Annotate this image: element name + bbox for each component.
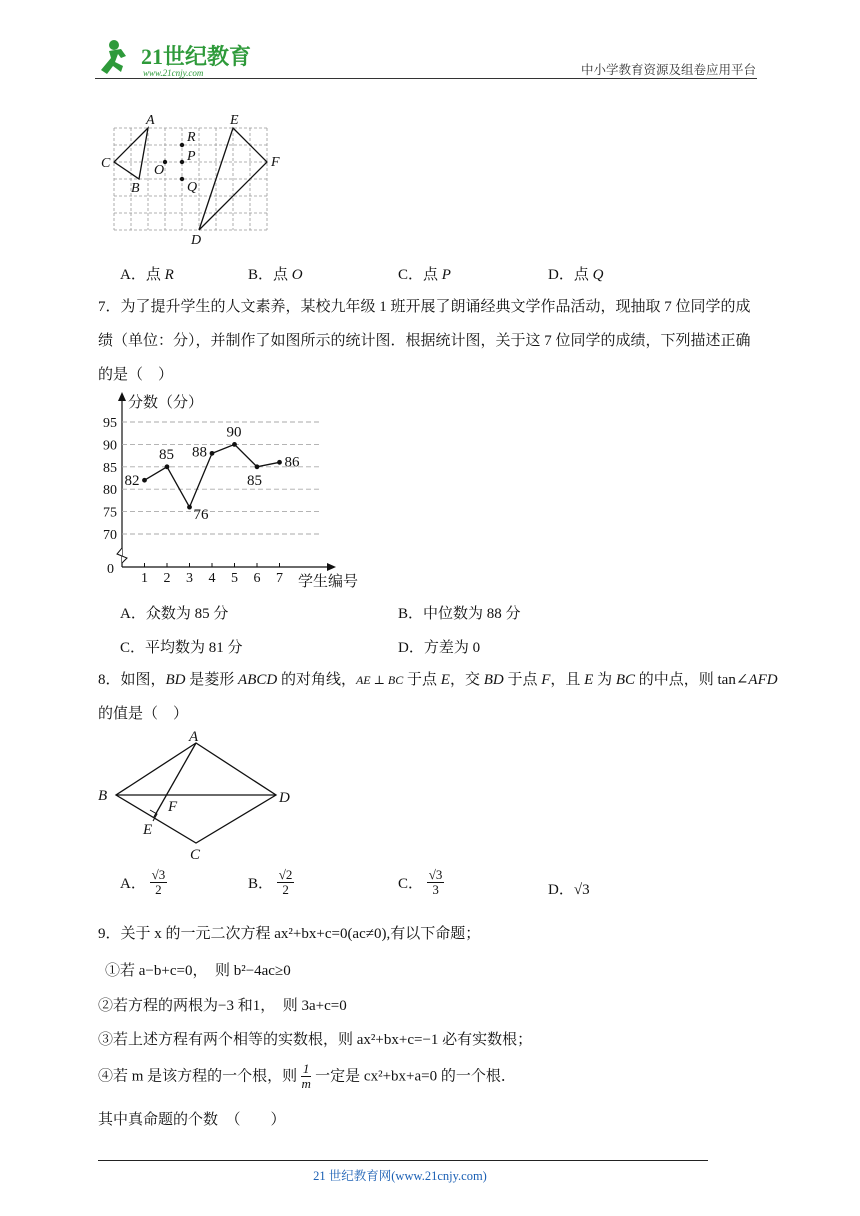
x-tick-label: 6 — [253, 571, 261, 586]
data-label: 90 — [226, 424, 242, 441]
q7-option-b[interactable]: B．中位数为 88 分 — [398, 606, 521, 622]
footer-text: 21 世纪教育网(www.21cnjy.com) — [313, 1169, 487, 1183]
q7-line-chart — [92, 390, 382, 595]
x-tick-label: 1 — [141, 571, 148, 586]
label-r: R — [187, 130, 196, 145]
logo-url-text: www.21cnjy.com — [143, 68, 204, 78]
logo-graphic — [95, 36, 265, 80]
q8-option-b[interactable]: B． $\frac{√2}{2}$ — [248, 867, 293, 897]
axis-break-mark — [117, 548, 127, 563]
point-p — [180, 160, 184, 164]
y-tick-label: 75 — [103, 505, 117, 521]
point-r — [180, 143, 184, 147]
x-axis-arrow — [327, 563, 336, 571]
y-tick-label: 85 — [103, 460, 117, 476]
data-point — [277, 460, 282, 465]
y-tick-label-zero: 0 — [107, 562, 114, 577]
q9-statement-2: ②若方程的两根为−3 和1， 则 3a+c=0 — [98, 998, 347, 1014]
data-label: 85 — [247, 472, 262, 489]
data-point — [187, 505, 192, 510]
q7-stem-line1: 7．为了提升学生的人文素养，某校九年级 1 班开展了朗诵经典文学作品活动，现抽取 7 位同学的成 — [98, 299, 751, 315]
data-label: 86 — [284, 454, 300, 471]
data-label: 82 — [124, 473, 140, 490]
x-tick-label: 2 — [163, 571, 171, 586]
label-b: B — [131, 181, 140, 196]
data-point — [165, 464, 170, 469]
data-label: 76 — [193, 507, 209, 524]
q7-stem-line2: 绩（单位：分），并制作了如图所示的统计图．根据统计图，关于这 7 位同学的成绩，下列描述正确 — [98, 333, 751, 349]
data-point — [232, 442, 237, 447]
y-tick-label: 80 — [103, 483, 117, 499]
label-p: P — [187, 149, 196, 164]
label-q: Q — [187, 180, 198, 195]
label-d: D — [191, 233, 202, 248]
logo-runner-head — [109, 40, 119, 50]
data-point — [142, 478, 147, 483]
label-f: F — [168, 799, 178, 815]
q9-statement-1: ①若 a−b+c=0， 则 b²−4ac≥0 — [105, 963, 291, 979]
q8-stem-line1: 8．如图，BD 是菱形 ABCD 的对角线，AE ⊥ BC 于点 E，交 BD 于点 F，且 E 为 BC 的中点，则 tan∠AFD — [98, 672, 778, 688]
data-point — [255, 464, 260, 469]
label-a: A — [189, 729, 199, 745]
y-tick-label: 90 — [103, 438, 117, 454]
data-label: 85 — [159, 446, 174, 463]
label-c: C — [190, 847, 201, 863]
y-tick-label: 95 — [103, 416, 117, 431]
q7-stem-line3: 的是（ ） — [98, 367, 174, 383]
label-e: E — [230, 113, 239, 128]
q8-option-d[interactable]: D．√3 — [548, 882, 590, 898]
data-label: 88 — [192, 444, 207, 461]
q9-statement-4: ④若 m 是该方程的一个根，则 $\frac{1}{m}$ 一定是 cx²+bx+a=0 的一个根． — [98, 1061, 516, 1091]
y-tick-label: 70 — [103, 528, 117, 543]
header-platform-text: 中小学教育资源及组卷应用平台 — [580, 62, 756, 77]
q8-stem-line2: 的值是（ ） — [98, 706, 189, 722]
x-tick-label: 4 — [208, 571, 216, 586]
q8-option-a[interactable]: A． $\frac{√3}{2}$ — [120, 867, 166, 897]
x-tick-label: 5 — [231, 571, 238, 586]
q6-grid-figure — [96, 110, 296, 250]
q6-option-d[interactable]: D．点 Q — [548, 267, 604, 283]
footer-divider — [98, 1160, 708, 1161]
rhombus-abcd — [116, 743, 276, 843]
y-axis-arrow — [118, 392, 126, 401]
q6-option-c[interactable]: C．点 P — [398, 267, 451, 283]
q7-option-c[interactable]: C．平均数为 81 分 — [120, 640, 243, 656]
site-logo — [95, 36, 265, 80]
q8-rhombus-figure — [92, 725, 302, 865]
q9-statement-3: ③若上述方程有两个相等的实数根，则 ax²+bx+c=−1 必有实数根； — [98, 1032, 533, 1048]
logo-runner-body — [101, 49, 126, 74]
q7-option-d[interactable]: D．方差为 0 — [398, 640, 481, 656]
header-divider — [95, 78, 757, 79]
label-a: A — [146, 113, 155, 128]
chart-ylabel: 分数（分） — [128, 395, 204, 411]
x-tick-label: 3 — [186, 571, 193, 586]
logo-text: 21世纪教育 — [141, 44, 252, 69]
x-tick-label: 7 — [276, 571, 283, 586]
q6-option-a[interactable]: A．点 R — [120, 267, 174, 283]
chart-xlabel: 学生编号 — [298, 574, 359, 590]
point-q — [180, 177, 184, 181]
label-o: O — [154, 163, 165, 178]
q9-question: 其中真命题的个数 （ ） — [98, 1112, 286, 1128]
q6-option-b[interactable]: B．点 O — [248, 267, 303, 283]
label-f: F — [271, 155, 280, 170]
label-b: B — [98, 788, 108, 804]
q8-option-c[interactable]: C． $\frac{√3}{3}$ — [398, 867, 443, 897]
label-d: D — [279, 790, 290, 806]
label-c: C — [101, 156, 111, 171]
data-point — [210, 451, 215, 456]
q7-option-a[interactable]: A．众数为 85 分 — [120, 606, 229, 622]
q9-stem: 9．关于 x 的一元二次方程 ax²+bx+c=0(ac≠0),有以下命题； — [98, 926, 481, 942]
label-e: E — [143, 822, 153, 838]
